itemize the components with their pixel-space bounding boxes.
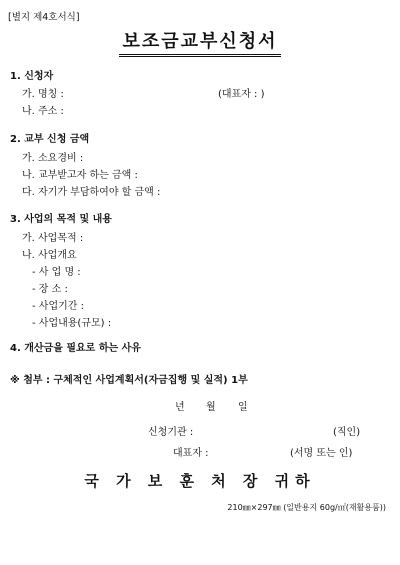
- section-4-heading: 4. 개산금을 필요로 하는 사유: [10, 343, 141, 354]
- document-title: [0, 31, 400, 57]
- addressee: 국 가 보 훈 처 장 귀하: [84, 472, 316, 490]
- applicant-org-label: 신청기관 :: [148, 427, 194, 438]
- representative-field: (대표자 : ): [218, 89, 265, 100]
- required-cost-field: 가. 소요경비 :: [22, 153, 84, 164]
- signature-rep-label: 대표자 :: [173, 448, 209, 459]
- rep-seal-mark: (서명 또는 인): [290, 448, 353, 459]
- document-title-text: 보조금교부신청서: [119, 31, 280, 57]
- org-seal-mark: (직인): [333, 427, 361, 438]
- project-purpose-field: 가. 사업목적 :: [22, 233, 84, 244]
- form-number: [별지 제4호서식]: [8, 12, 80, 23]
- project-location-field: - 장 소 :: [32, 284, 68, 295]
- project-period-field: - 사업기간 :: [32, 301, 84, 312]
- section-2-heading: 2. 교부 신청 금액: [10, 134, 90, 145]
- paper-spec: 210㎜×297㎜ (일반용지 60g/㎡(재활용품)): [227, 503, 386, 512]
- applicant-address-field: 나. 주소 :: [22, 106, 64, 117]
- section-1-heading: 1. 신청자: [10, 71, 54, 82]
- date-day: 일: [238, 402, 248, 413]
- date-year: 년: [175, 402, 185, 413]
- project-name-field: - 사 업 명 :: [32, 267, 81, 278]
- project-overview-label: 나. 사업개요: [22, 250, 77, 261]
- requested-amount-field: 나. 교부받고자 하는 금액 :: [22, 170, 138, 181]
- attachment-note: ※ 첨부 : 구체적인 사업계획서(자금집행 및 실적) 1부: [10, 375, 248, 386]
- date-month: 월: [206, 402, 216, 413]
- section-3-heading: 3. 사업의 목적 및 내용: [10, 214, 112, 225]
- applicant-name-field: 가. 명칭 :: [22, 89, 64, 100]
- self-burden-amount-field: 다. 자기가 부담하여야 할 금액 :: [22, 187, 161, 198]
- project-content-field: - 사업내용(규모) :: [32, 318, 112, 329]
